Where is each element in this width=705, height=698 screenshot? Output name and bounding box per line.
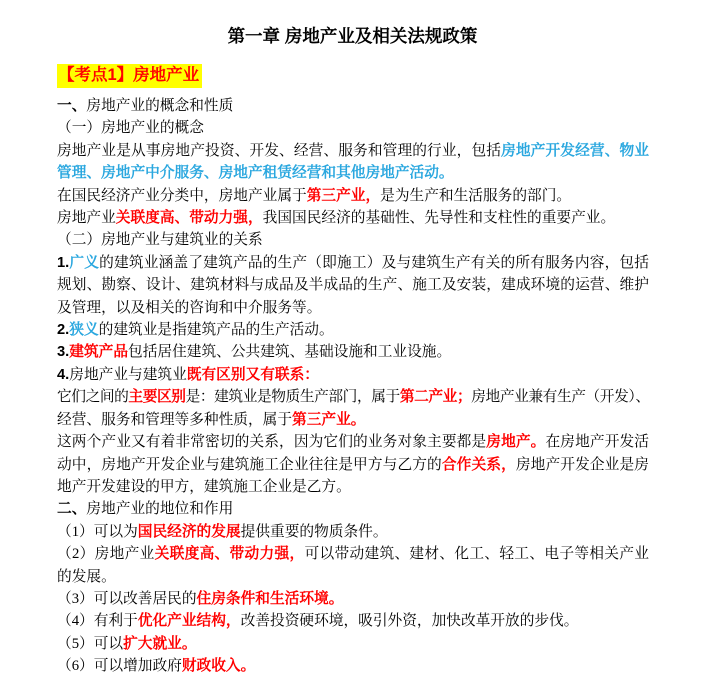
text-segment: 的发展。 xyxy=(57,568,116,585)
text-segment: 财政收入。 xyxy=(181,658,256,675)
text-line xyxy=(57,566,649,588)
text-line xyxy=(57,207,649,229)
text-line xyxy=(57,229,649,251)
key-point-header-row xyxy=(57,64,705,88)
text-segment: 是为生产和生活服务的部门。 xyxy=(380,187,572,204)
text-segment: 住房条件和生活环境。 xyxy=(196,590,344,607)
text-line xyxy=(57,431,649,453)
text-segment: 第三产业， xyxy=(306,187,381,204)
text-segment: 在国民经济产业分类中，房地产业属于 xyxy=(57,187,307,204)
text-segment: 二、 xyxy=(57,501,87,518)
text-segment: 房地产开发企业是房 xyxy=(515,456,649,473)
text-segment: 房地产业的概念和性质 xyxy=(86,98,234,114)
text-segment: 我国国民经济的基础性、先导性和支柱性的重要产业。 xyxy=(262,210,616,227)
text-segment: 4. xyxy=(57,366,70,383)
chapter-title: 第一章 房地产业及相关法规政策 xyxy=(227,26,478,46)
text-segment: 扩大就业。 xyxy=(123,635,197,652)
text-line xyxy=(57,386,649,408)
text-segment: 这两个产业又有着非常密切的关系，因为它们的业务对象主要都是 xyxy=(57,434,487,451)
text-line xyxy=(57,341,649,363)
text-segment: 一、 xyxy=(57,98,87,114)
text-segment: 改善投资硬环境，吸引外资，加快改革开放的步伐。 xyxy=(240,613,579,630)
text-line xyxy=(57,162,649,184)
text-line xyxy=(57,633,649,655)
text-segment: 3. xyxy=(57,344,70,361)
text-segment: 房地产业兼有生产（开发）、 xyxy=(470,389,649,406)
text-segment: 可以带动建筑、建材、化工、轻工、电子等相关产业 xyxy=(304,546,649,563)
text-segment: 房地产业是从事房地产投资、开发、经营、服务和管理的行业，包括 xyxy=(57,142,502,159)
text-line xyxy=(57,274,649,296)
text-line xyxy=(57,140,649,162)
text-segment: 提供重要的物质条件。 xyxy=(240,523,388,540)
text-segment: 经营、服务和管理等多种性质，属于 xyxy=(57,411,293,428)
text-segment: 它们之间的 xyxy=(57,389,129,406)
document-page xyxy=(0,24,705,698)
text-line xyxy=(57,521,649,543)
text-line xyxy=(57,297,649,319)
text-segment: 建筑产品 xyxy=(69,344,129,361)
text-segment: 房地产业与建筑业 xyxy=(69,366,187,383)
text-segment: 在房地产开发活 xyxy=(545,434,649,451)
text-segment: 第三产业。 xyxy=(292,411,366,428)
text-segment: 是：建筑业是物质生产部门，属于 xyxy=(185,389,400,406)
text-line xyxy=(57,454,649,476)
text-segment: 包括居住建筑、公共建筑、基础设施和工业设施。 xyxy=(128,344,452,361)
text-segment: （5）可以 xyxy=(57,635,124,652)
text-segment: 优化产业结构， xyxy=(137,613,241,630)
text-line xyxy=(57,543,649,565)
text-line xyxy=(57,252,649,274)
text-segment: 合作关系， xyxy=(441,456,516,473)
text-segment: 管理、房地产中介服务、房地产租赁经营和其他房地产活动。 xyxy=(57,165,454,182)
text-segment: 地产开发建设的甲方，建筑施工企业是乙方。 xyxy=(57,478,351,495)
text-segment: （二）房地产业与建筑业的关系 xyxy=(57,232,263,249)
text-segment: 主要区别 xyxy=(128,389,186,406)
text-segment: （一）房地产业的概念 xyxy=(57,120,204,137)
key-point-highlight: 【考点1】房地产业 xyxy=(57,64,202,88)
text-line xyxy=(57,655,649,677)
text-segment: 狭义 xyxy=(69,322,99,339)
text-segment: 房地产开发经营、物业 xyxy=(501,142,649,159)
text-segment: 的建筑业是指建筑产品的生产活动。 xyxy=(98,322,334,339)
text-segment: （1）可以为 xyxy=(57,523,138,540)
text-line xyxy=(57,498,649,520)
text-segment: 关联度高、带动力强， xyxy=(154,546,305,563)
text-segment: （2）房地产业 xyxy=(57,546,155,563)
text-segment: 规划、勘察、设计、建筑材料与成品及半成品的生产、施工及安装，建成环境的运营、维护 xyxy=(57,277,649,294)
text-segment: 房地产业 xyxy=(57,210,116,227)
text-segment: （6）可以增加政府 xyxy=(57,658,182,675)
text-segment: 第二产业； xyxy=(399,389,471,406)
text-segment: 关联度高、带动力强， xyxy=(115,210,263,227)
text-segment: 广义 xyxy=(69,254,100,271)
text-line xyxy=(57,364,649,386)
text-segment: 及管理，以及相关的咨询和中介服务等。 xyxy=(57,299,322,316)
text-line xyxy=(57,117,649,139)
text-segment: （3）可以改善居民的 xyxy=(57,590,197,607)
text-segment: （4）有利于 xyxy=(57,613,138,630)
text-segment: 房地产业的地位和作用 xyxy=(86,501,234,518)
text-segment: 2. xyxy=(57,322,70,339)
text-line xyxy=(57,319,649,341)
text-line xyxy=(57,95,649,117)
text-line xyxy=(57,409,649,431)
text-segment: 1. xyxy=(57,254,70,271)
document-body xyxy=(57,95,649,678)
text-line xyxy=(57,185,649,207)
text-segment: 动中，房地产开发企业与建筑施工企业往往是甲方与乙方的 xyxy=(57,456,442,473)
text-line xyxy=(57,588,649,610)
text-segment: 房地产。 xyxy=(486,434,546,451)
text-segment: 的建筑业涵盖了建筑产品的生产（即施工）及与建筑生产有关的所有服务内容，包括 xyxy=(99,254,649,271)
text-line xyxy=(57,476,649,498)
text-line xyxy=(57,610,649,632)
text-segment: 既有区别又有联系： xyxy=(186,366,319,383)
text-segment: 国民经济的发展 xyxy=(137,523,241,540)
